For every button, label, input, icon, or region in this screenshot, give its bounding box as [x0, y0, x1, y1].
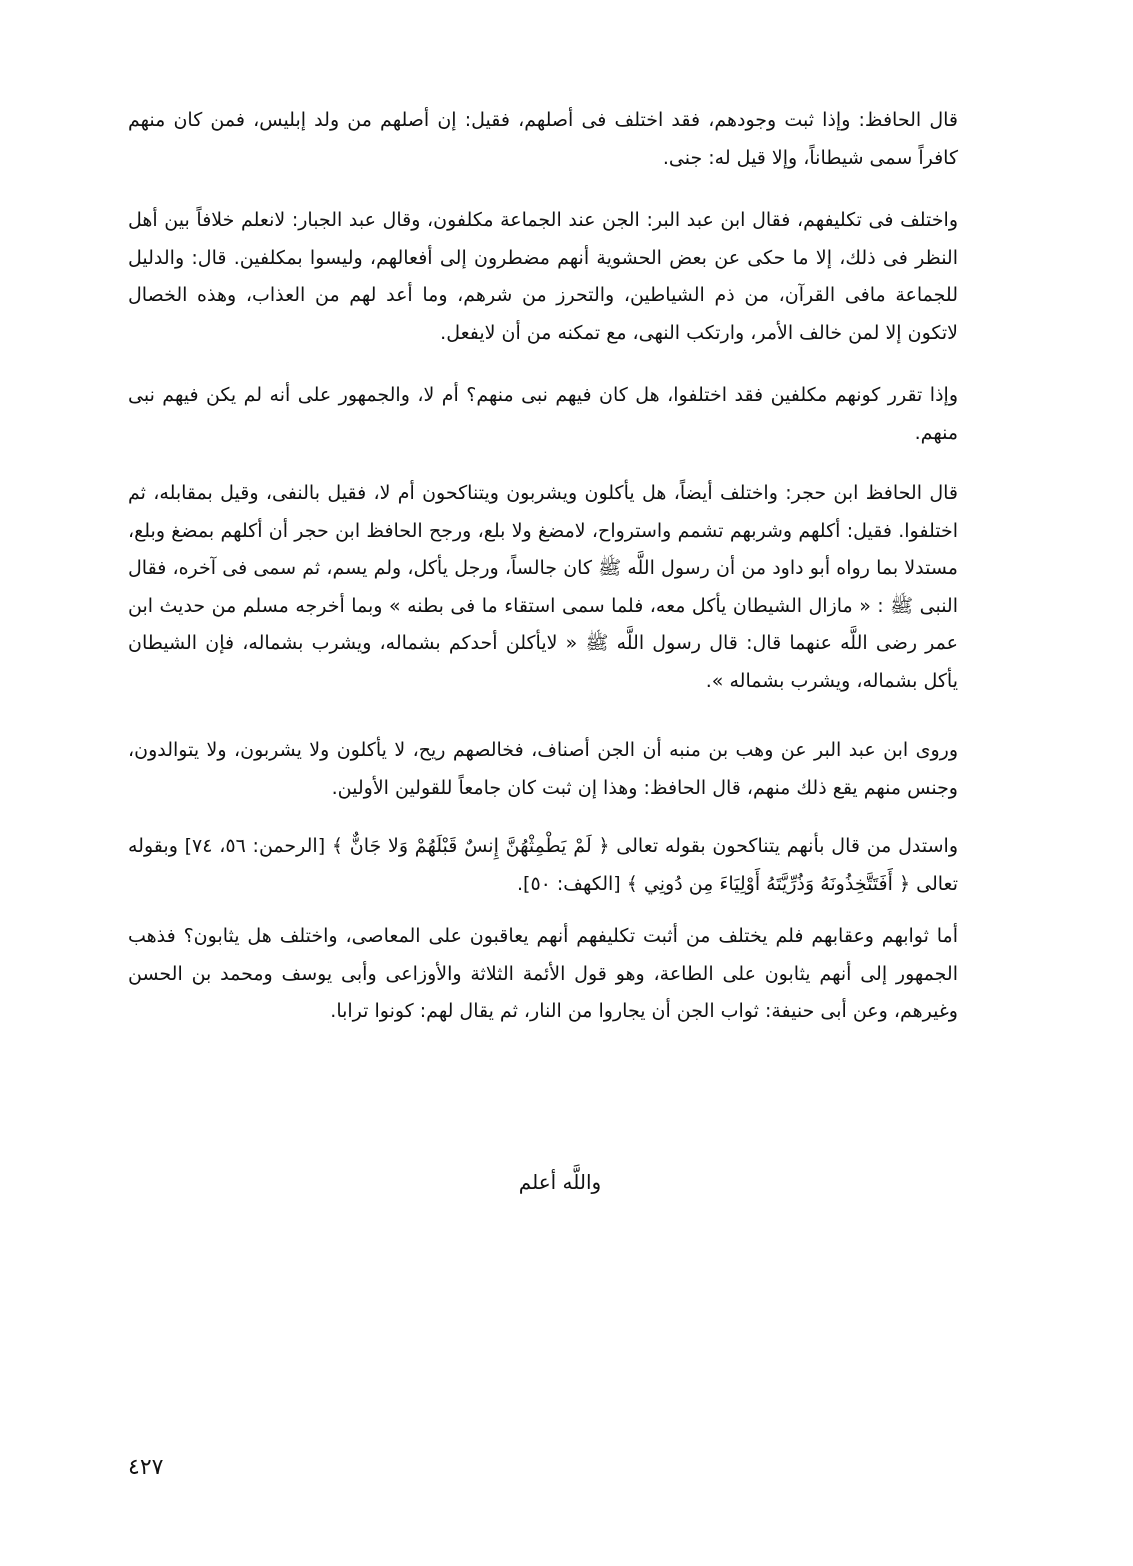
paragraph-jinn-types: وروى ابن عبد البر عن وهب بن منبه أن الجن أصناف، فخالصهم ريح، لا يأكلون ولا يشربون، ولا يتوالدون، وجنس منهم يقع ذلك منهم، قال الحافظ: وهذا إن ثبت كان جامعاً للقولين الأولين. [128, 739, 958, 799]
paragraph-origin-of-jinn: قال الحافظ: وإذا ثبت وجودهم، فقد اختلف فى أصلهم، فقيل: إن أصلهم من ولد إبليس، فمن كان منهم كافراً سمى شيطاناً، وإلا قيل له: جنى. [128, 109, 958, 169]
paragraph-jinn-obligation: واختلف فى تكليفهم، فقال ابن عبد البر: الجن عند الجماعة مكلفون، وقال عبد الجبار: لانعلم خلافاً بين أهل النظر فى ذلك، إلا ما حكى عن بعض الحشوية أنهم مضطرون إلى أفعالهم، وليسوا بمكلفين. قال: والدليل للجماعة مافى القرآن، من ذم الشياطين، والتحرز من شرهم، وما أعد لهم من العذاب، وهذه الخصال لاتكون إلا لمن خالف الأمر، وارتكب النهى، مع تمكنه من أن لايفعل. [128, 209, 958, 344]
paragraph-jinn-marriage: واستدل من قال بأنهم يتناكحون بقوله تعالى ﴿ لَمْ يَطْمِثْهُنَّ إِنسٌ قَبْلَهُمْ وَلا جَانٌّ ﴾ [الرحمن: ٥٦، ٧٤] وبقوله تعالى ﴿ أَفَتَتَّخِذُونَهُ وَذُرِّيَّتَهُ أَوْلِيَاءَ مِن دُونِي ﴾ [الكهف: ٥٠]. [128, 835, 959, 895]
paragraph-jinn-prophet: وإذا تقرر كونهم مكلفين فقد اختلفوا، هل كان فيهم نبى منهم؟ أم لا، والجمهور على أنه لم يكن فيهم نبى منهم. [128, 384, 958, 444]
closing-phrase: واللَّه أعلم [518, 1170, 602, 1194]
paragraph-jinn-eating: قال الحافظ ابن حجر: واختلف أيضاً، هل يأكلون ويشربون ويتناكحون أم لا، فقيل بالنفى، وقيل بمقابله، ثم اختلفوا. فقيل: أكلهم وشربهم تشمم واسترواح، لامضغ ولا بلع، ورجح الحافظ ابن حجر أن أكلهم بمضغ وبلع، مستدلا بما رواه أبو داود من أن رسول اللَّه ﷺ كان جالساً، ورجل يأكل، ولم يسم، ثم سمى فى آخره، فقال النبى ﷺ : « مازال الشيطان يأكل معه، فلما سمى استقاء ما فى بطنه » وبما أخرجه مسلم من حديث ابن عمر رضى اللَّه عنهما قال: قال رسول اللَّه ﷺ « لايأكلن أحدكم بشماله، ويشرب بشماله، فإن الشيطان يأكل بشماله، ويشرب بشماله ». [128, 482, 958, 692]
page-number: ٤٢٧ [128, 1455, 164, 1480]
paragraph-jinn-reward: أما ثوابهم وعقابهم فلم يختلف من أثبت تكليفهم أنهم يعاقبون على المعاصى، واختلف هل يثابون؟ فذهب الجمهور إلى أنهم يثابون على الطاعة، وهو قول الأئمة الثلاثة والأوزاعى وأبى يوسف ومحمد بن الحسن وغيرهم، وعن أبى حنيفة: ثواب الجن أن يجاروا من النار، ثم يقال لهم: كونوا ترابا. [128, 925, 958, 1022]
